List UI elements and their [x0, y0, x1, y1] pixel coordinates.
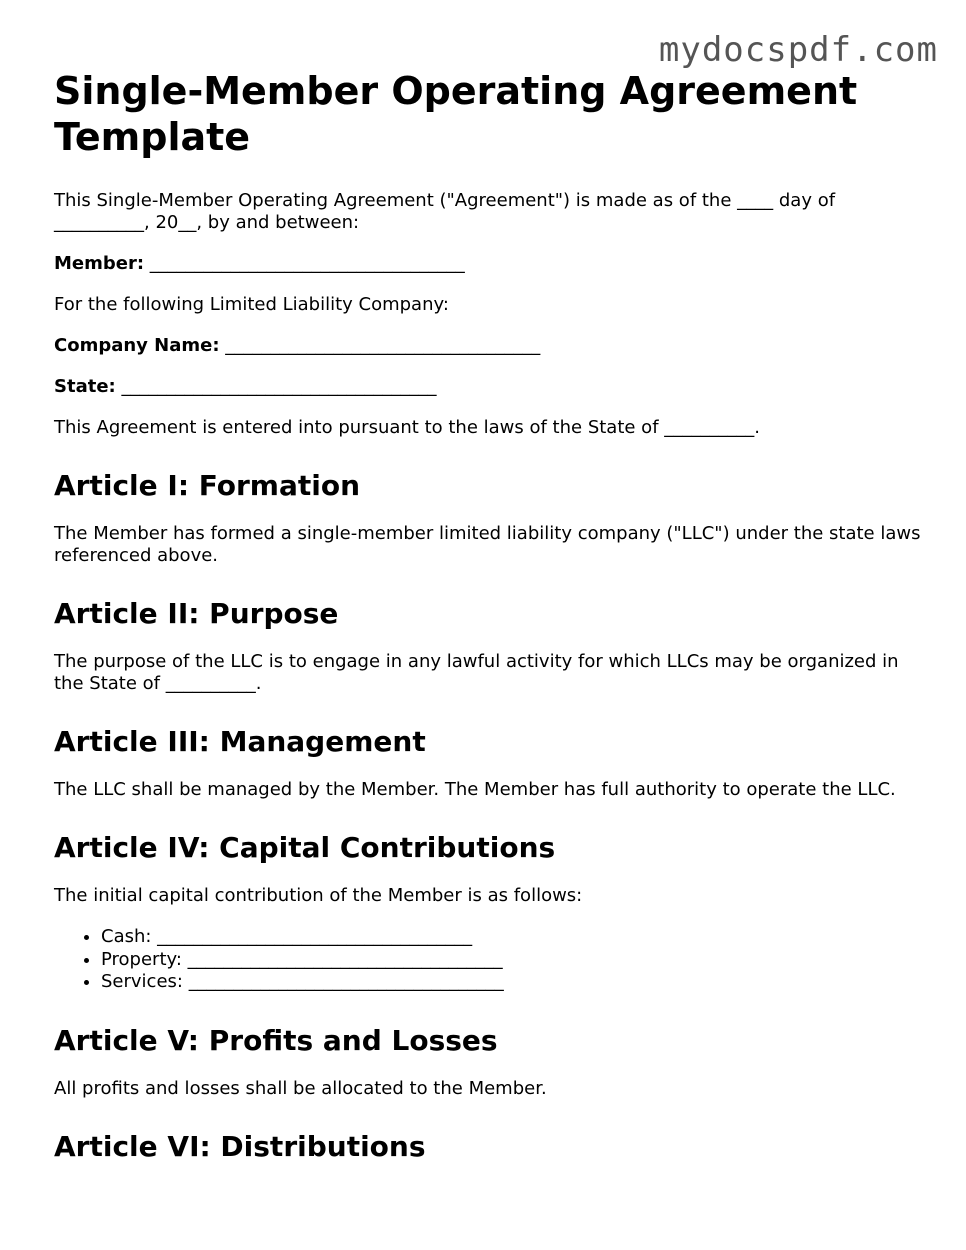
company-intro: For the following Limited Liability Company:: [54, 294, 449, 315]
article-management: [54, 725, 924, 801]
article-capital-contributions: [54, 831, 924, 994]
list-item-property: • Property: ___________________________________: [101, 949, 924, 972]
article-text: The Member has formed a single-member limited liability company ("LLC") under the state laws referenced above.: [54, 523, 921, 566]
document-title: Single-Member Operating Agreement Template: [54, 69, 858, 159]
article-formation: [54, 469, 924, 567]
article-text: All profits and losses shall be allocated to the Member.: [54, 1077, 547, 1099]
contribution-list: [54, 926, 924, 994]
member-blank: ___________________________________: [149, 253, 465, 274]
list-item-services: • Services: ___________________________________: [101, 971, 924, 994]
document-page: [54, 68, 924, 1164]
article-text: The initial capital contribution of the Member is as follows:: [54, 885, 583, 906]
article-heading: Article II: Purpose: [54, 597, 339, 630]
governing-law-paragraph: This Agreement is entered into pursuant to the laws of the State of __________.: [54, 417, 760, 438]
member-field: [54, 253, 924, 275]
state-field: [54, 376, 924, 398]
state-blank: ___________________________________: [121, 376, 437, 397]
list-item-cash: • Cash: ___________________________________: [101, 926, 924, 949]
member-label: Member:: [54, 253, 145, 274]
article-heading: Article I: Formation: [54, 469, 361, 502]
company-name-field: [54, 335, 924, 357]
state-label: State:: [54, 376, 116, 397]
article-purpose: [54, 597, 924, 695]
company-name-blank: ___________________________________: [225, 335, 541, 356]
article-profits-losses: [54, 1024, 924, 1100]
site-watermark: mydocspdf.com: [658, 30, 938, 70]
company-name-label: Company Name:: [54, 335, 220, 356]
article-heading: Article V: Profits and Losses: [54, 1023, 498, 1057]
article-distributions: [54, 1130, 924, 1164]
intro-paragraph: This Single-Member Operating Agreement ("Agreement") is made as of the ____ day of __________, 20__, by and between:: [54, 190, 836, 233]
article-heading: Article IV: Capital Contributions: [54, 831, 556, 864]
article-heading: Article III: Management: [54, 725, 426, 758]
article-text: The purpose of the LLC is to engage in any lawful activity for which LLCs may be organized in the State of __________.: [54, 651, 899, 694]
article-text: The LLC shall be managed by the Member. The Member has full authority to operate the LLC.: [54, 779, 896, 800]
article-heading: Article VI: Distributions: [54, 1129, 426, 1163]
